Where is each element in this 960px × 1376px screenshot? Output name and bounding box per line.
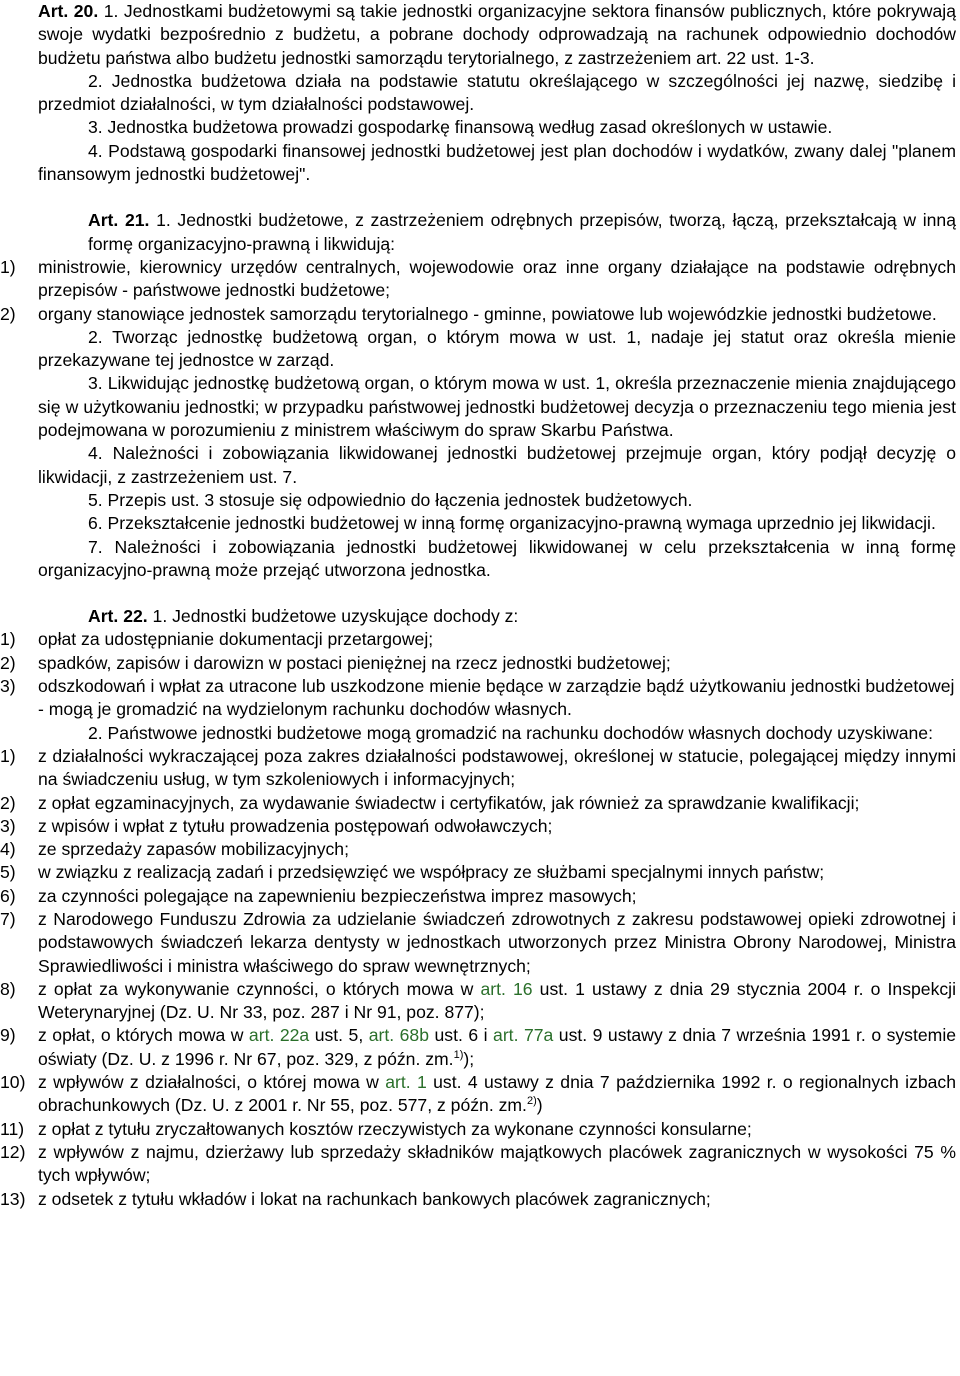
list-item-number: 2) bbox=[0, 792, 16, 813]
art21-par1: Art. 21. 1. Jednostki budżetowe, z zastrzeżeniem odrębnych przepisów, tworzą, łączą, przekształcają w inną formę organizacyjno-prawną i likwidują: bbox=[88, 210, 956, 254]
list-item: 9) z opłat, o których mowa w art. 22a ust. 5, art. 68b ust. 6 i art. 77a ust. 9 ustawy z dnia 7 września 1991 r. o systemie oświaty (Dz. U. z 1996 r. Nr 67, poz. 329, z późn. zm.$^{1)}$); bbox=[0, 1025, 957, 1069]
footnote-ref: 1) bbox=[453, 1048, 464, 1061]
link-art-1[interactable]: art. 1 bbox=[385, 1072, 427, 1093]
list-item bbox=[0, 838, 956, 861]
art20-par4: 4. Podstawą gospodarki finansowej jednostki budżetowej jest plan dochodów i wydatków, zwany dalej "planem finansowym jednostki budżetowej". bbox=[38, 140, 956, 185]
article-heading: Art. 21. bbox=[88, 210, 150, 231]
list-item bbox=[0, 861, 956, 884]
list-item bbox=[0, 628, 956, 651]
article-20 bbox=[0, 0, 956, 186]
art22-list3 bbox=[0, 1118, 956, 1211]
list-item-number: 4) bbox=[0, 839, 16, 860]
list-item-number: 1) bbox=[0, 629, 16, 650]
article-heading: Art. 22. bbox=[88, 606, 148, 627]
link-art-16[interactable]: art. 16 bbox=[480, 978, 533, 999]
art22-par1: Art. 22. 1. Jednostki budżetowe uzyskujące dochody z: bbox=[88, 606, 519, 627]
article-22 bbox=[0, 605, 956, 1211]
list-item: 8) z opłat za wykonywanie czynności, o których mowa w art. 16 ust. 1 ustawy z dnia 29 stycznia 2004 r. o Inspekcji Weterynaryjnej (Dz. U. Nr 33, poz. 287 i Nr 91, poz. 877); bbox=[0, 978, 956, 1023]
list-item-number: 2) bbox=[0, 303, 16, 324]
list-item bbox=[0, 675, 956, 698]
link-art-77a[interactable]: art. 77a bbox=[493, 1025, 554, 1046]
art20-par1: Art. 20. 1. Jednostkami budżetowymi są takie jednostki organizacyjne sektora finansów publicznych, które pokrywają swoje wydatki bezpośrednio z budżetu, a pobrane dochody odprowadzają na rachunek odpowiednio dochodów budżetu państwa albo budżetu jednostki samorządu terytorialnego, z zastrzeżeniem art. 22 ust. 1-3. bbox=[38, 1, 956, 68]
list-item-text: opłat za udostępnianie dokumentacji przetargowej; bbox=[38, 629, 434, 650]
art21-par3: 3. Likwidując jednostkę budżetową organ, o którym mowa w ust. 1, określa przeznaczenie mienia znajdującego się w użytkowaniu jednostki; w przypadku państwowej jednostki budżetowej decyzja o przeznaczeniu tego mienia jest podejmowana w porozumieniu z ministrem właściwym do spraw Skarbu Państwa. bbox=[38, 373, 956, 441]
list-item-text: organy stanowiące jednostek samorządu terytorialnego - gminne, powiatowe lub wojewódzkie jednostki budżetowe. bbox=[38, 303, 937, 324]
article-heading: Art. 20. bbox=[38, 1, 99, 21]
list-item-number: 7) bbox=[0, 908, 16, 929]
list-item bbox=[0, 908, 956, 978]
art20-par2: 2. Jednostka budżetowa działa na podstawie statutu określającego w szczególności jej nazwę, siedzibę i przedmiot działalności, w tym działalności podstawowej. bbox=[38, 70, 956, 115]
list-item bbox=[0, 792, 956, 815]
art21-par2: 2. Tworząc jednostkę budżetową organ, o którym mowa w ust. 1, nadaje jej statut oraz określa mienie przekazywane tej jednostce w zarząd. bbox=[38, 326, 956, 371]
list-item-text: z opłat egzaminacyjnych, za wydawanie świadectw i certyfikatów, jak również za sprawdzanie kwalifikacji; bbox=[38, 792, 860, 813]
list-item-text: z opłat z tytułu zryczałtowanych kosztów rzeczywistych za wykonane czynności konsularne; bbox=[38, 1118, 752, 1139]
article-21 bbox=[0, 209, 956, 582]
list-item-text: za czynności polegające na zapewnieniu bezpieczeństwa imprez masowych; bbox=[38, 885, 637, 906]
list-item-number: 2) bbox=[0, 652, 16, 673]
list-item-number: 3) bbox=[0, 676, 16, 697]
link-art-22a[interactable]: art. 22a bbox=[248, 1025, 310, 1046]
list-item-text: odszkodowań i wpłat za utracone lub uszkodzone mienie będące w zarządzie bądź użytkowaniu jednostki budżetowej bbox=[38, 676, 955, 697]
art21-par6: 6. Przekształcenie jednostki budżetowej w inną formę organizacyjno-prawną wymaga uprzednio jej likwidacji. bbox=[88, 513, 936, 534]
list-item-number: 6) bbox=[0, 885, 16, 906]
list-item-text: ministrowie, kierownicy urzędów centralnych, wojewodowie oraz inne organy działające na podstawie odrębnych przepisów - państwowe jednostki budżetowe; bbox=[38, 256, 956, 301]
list-item bbox=[0, 885, 956, 908]
list-item-text: ze sprzedaży zapasów mobilizacyjnych; bbox=[38, 839, 349, 860]
list-item bbox=[0, 256, 956, 303]
list-item bbox=[0, 745, 956, 792]
link-art-68b[interactable]: art. 68b bbox=[368, 1025, 429, 1046]
list-item-number: 13) bbox=[0, 1188, 26, 1209]
list-item bbox=[0, 1118, 956, 1141]
list-item bbox=[0, 1141, 956, 1188]
list-item bbox=[0, 1188, 956, 1211]
list-item bbox=[0, 815, 956, 838]
art21-par5: 5. Przepis ust. 3 stosuje się odpowiednio do łączenia jednostek budżetowych. bbox=[88, 489, 693, 510]
list-item: 10) z wpływów z działalności, o której mowa w art. 1 ust. 4 ustawy z dnia 7 października 1992 r. o regionalnych izbach obrachunkowych (Dz. U. z 2001 r. Nr 55, poz. 577, z późn. zm.$^{2)}$) bbox=[0, 1072, 957, 1116]
list-item-text: spadków, zapisów i darowizn w postaci pieniężnej na rzecz jednostki budżetowej; bbox=[38, 652, 671, 673]
art22-par2: 2. Państwowe jednostki budżetowe mogą gromadzić na rachunku dochodów własnych dochody uzyskiwane: bbox=[88, 722, 933, 743]
footnote-ref: 2) bbox=[526, 1095, 537, 1108]
list-item-text: z odsetek z tytułu wkładów i lokat na rachunkach bankowych placówek zagranicznych; bbox=[38, 1188, 711, 1209]
art22-list2 bbox=[0, 745, 956, 978]
list-item-number: 1) bbox=[0, 256, 16, 277]
list-item-number: 5) bbox=[0, 862, 16, 883]
list-item-number: 12) bbox=[0, 1141, 26, 1162]
list-item bbox=[0, 652, 956, 675]
art22-tail1: - mogą je gromadzić na wydzielonym rachunku dochodów własnych. bbox=[38, 699, 572, 720]
art21-par7: 7. Należności i zobowiązania jednostki budżetowej likwidowanej w celu przekształcenia w inną formę organizacyjno-prawną może przejąć utworzona jednostka. bbox=[38, 536, 956, 580]
art22-list1 bbox=[0, 628, 956, 698]
list-item-text: z wpływów z najmu, dzierżawy lub sprzedaży składników majątkowych placówek zagranicznych w wysokości 75 % tych wpływów; bbox=[38, 1141, 956, 1186]
list-item-text: z działalności wykraczającej poza zakres działalności podstawowej, określonej w statucie, polegającej między innymi na świadczeniu usług, w tym szkoleniowych i informacyjnych; bbox=[38, 745, 956, 790]
art21-par4: 4. Należności i zobowiązania likwidowanej jednostki budżetowej przejmuje organ, który podjął decyzję o likwidacji, z zastrzeżeniem ust. 7. bbox=[38, 443, 956, 487]
art20-par3: 3. Jednostka budżetowa prowadzi gospodarkę finansową według zasad określonych w ustawie. bbox=[88, 117, 833, 138]
list-item bbox=[0, 303, 956, 326]
list-item-text: z wpisów i wpłat z tytułu prowadzenia postępowań odwoławczych; bbox=[38, 815, 553, 836]
list-item-text: w związku z realizacją zadań i przedsięwzięć we współpracy ze służbami specjalnymi innych państw; bbox=[38, 862, 825, 883]
list-item-number: 11) bbox=[0, 1118, 25, 1139]
list-item-text: z Narodowego Funduszu Zdrowia za udzielanie świadczeń zdrowotnych z zakresu podstawowej opieki zdrowotnej i podstawowych świadczeń lekarza dentysty w jednostkach utworzonych przez Ministra Obrony Narodowej, Ministra Sprawiedliwości i ministra właściwego do spraw wewnętrznych; bbox=[38, 908, 956, 976]
list-item-number: 3) bbox=[0, 815, 16, 836]
list-item-number: 1) bbox=[0, 745, 16, 766]
art21-list bbox=[0, 256, 956, 326]
